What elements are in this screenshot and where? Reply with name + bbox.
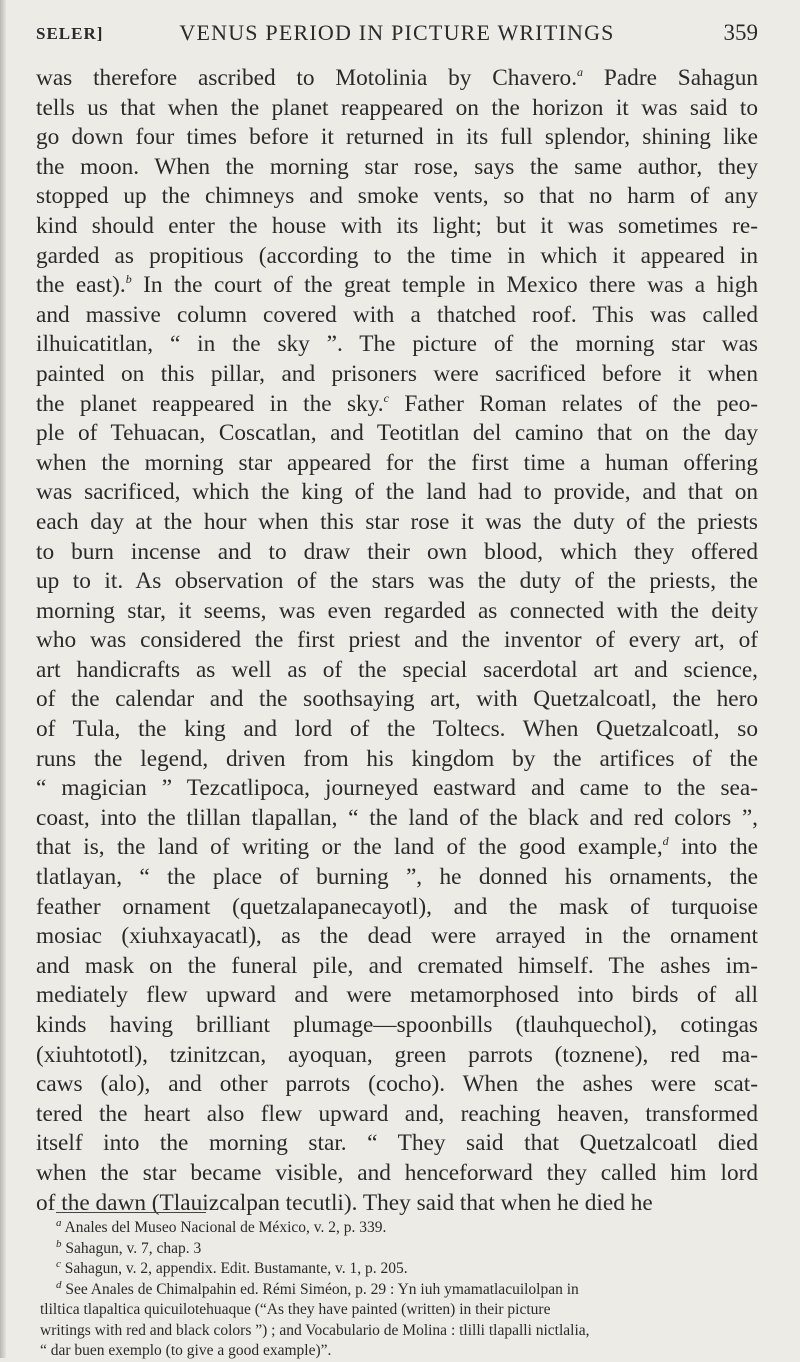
line-text: tlatlayan, “ the place of burning ”, he donned his ornaments, the	[36, 864, 758, 891]
footnote-ref[interactable]: d	[662, 834, 669, 849]
line-text: and massive column covered with a thatched roof. This was called	[36, 301, 758, 328]
footnote-text: Anales del Museo Nacional de México, v. 2, p. 339.	[64, 1219, 387, 1236]
footnote-rule	[56, 1212, 206, 1213]
text-line	[36, 567, 758, 597]
text-line	[36, 271, 758, 301]
text-line	[36, 685, 758, 715]
text-line	[36, 478, 758, 508]
line-text: tells us that when the planet reappeared on the horizon it was said to	[36, 94, 758, 121]
line-text: coast, into the tlillan tlapallan, “ the land of the black and red colors ”,	[36, 804, 758, 831]
text-line	[36, 952, 758, 982]
text-line	[36, 64, 758, 94]
line-text: garded as propitious (according to the time in which it appeared in	[36, 242, 758, 269]
footnote	[40, 1280, 758, 1301]
line-text: art handicrafts as well as of the special sacerdotal art and science,	[36, 656, 758, 683]
line-text: mosiac (xiuhxayacatl), as the dead were arrayed in the ornament	[36, 923, 758, 950]
footnote	[40, 1321, 758, 1342]
text-line	[36, 1041, 758, 1071]
text-line	[36, 123, 758, 153]
line-text: to burn incense and to draw their own blood, which they offered	[36, 538, 758, 565]
body-text	[36, 64, 758, 1218]
line-text: was sacrificed, which the king of the land had to provide, and that on	[36, 479, 758, 506]
line-text: kind should enter the house with its light; but it was sometimes re-	[36, 212, 758, 239]
footnote-text: Sahagun, v. 7, chap. 3	[65, 1239, 202, 1257]
line-text: up to it. As observation of the stars was the duty of the priests, the	[36, 568, 758, 595]
text-line	[36, 863, 758, 893]
footnote	[40, 1341, 758, 1362]
line-text: go down four times before it returned in its full splendor, shining like	[36, 124, 758, 151]
text-line	[36, 774, 758, 804]
text-line	[36, 153, 758, 183]
line-text: the planet reappeared in the sky.	[36, 390, 384, 417]
text-line	[36, 94, 758, 124]
text-line	[36, 1189, 758, 1219]
text-line	[36, 419, 758, 449]
chapter-title: VENUS PERIOD IN PICTURE WRITINGS	[179, 20, 615, 45]
line-text: of Tula, the king and lord of the Toltecs. When Quetzalcoatl, so	[36, 716, 758, 743]
footnote-mark: d	[56, 1279, 62, 1291]
text-line	[36, 1011, 758, 1041]
footnote-text: Sahagun, v. 2, appendix. Edit. Bustamante, v. 1, p. 205.	[64, 1260, 408, 1277]
line-text: itself into the morning star. “ They said that Quetzalcoatl died	[36, 1130, 758, 1157]
text-line	[36, 508, 758, 538]
text-line	[36, 242, 758, 272]
footnote-text: writings with red and black colors ”) ; and Vocabulario de Molina : tlilli tlapalli nictlalia,	[40, 1321, 590, 1339]
footnote	[40, 1239, 758, 1260]
text-line	[36, 449, 758, 479]
line-text: mediately flew upward and were metamorphosed into birds of all	[36, 982, 758, 1009]
line-text: feather ornament (quetzalapanecayotl), and the mask of turquoise	[36, 893, 758, 920]
text-line	[36, 833, 758, 863]
line-text: tered the heart also flew upward and, reaching heaven, transformed	[36, 1100, 758, 1127]
text-line	[36, 538, 758, 568]
line-text-continued: Father Roman relates of the peo-	[388, 390, 758, 417]
text-line	[36, 804, 758, 834]
line-text: when the star became visible, and henceforward they called him lord	[36, 1159, 758, 1186]
line-text: and mask on the funeral pile, and cremated himself. The ashes im-	[36, 952, 758, 979]
text-line	[36, 745, 758, 775]
text-line	[36, 981, 758, 1011]
line-text: that is, the land of writing or the land of the good example,	[36, 834, 663, 861]
text-line	[36, 656, 758, 686]
line-text: when the morning star appeared for the first time a human offering	[36, 449, 758, 476]
footnote	[40, 1300, 758, 1321]
line-text: stopped up the chimneys and smoke vents, so that no harm of any	[36, 183, 758, 210]
line-text: of the calendar and the soothsaying art, with Quetzalcoatl, the hero	[36, 686, 758, 713]
line-text: who was considered the first priest and the inventor of every art, of	[36, 627, 758, 654]
text-line	[36, 597, 758, 627]
line-text: each day at the hour when this star rose it was the duty of the priests	[36, 508, 758, 535]
line-text: runs the legend, driven from his kingdom by the artifices of the	[36, 745, 758, 772]
text-line	[36, 715, 758, 745]
footnote-text: tliltica tlapaltica quicuilotehuaque (“As they have painted (written) in their picture	[40, 1301, 551, 1318]
line-text: caws (alo), and other parrots (cocho). When the ashes were scat-	[36, 1071, 758, 1098]
footnote-ref[interactable]: a	[577, 65, 584, 80]
line-text-continued: In the court of the great temple in Mexico there was a high	[131, 272, 758, 299]
text-line	[36, 1129, 758, 1159]
footnote-ref[interactable]: b	[125, 272, 132, 287]
footnote	[40, 1218, 758, 1239]
footnote-mark: b	[56, 1238, 62, 1250]
line-text-continued: into the	[668, 834, 758, 861]
text-line	[36, 301, 758, 331]
footnote-ref[interactable]: c	[383, 390, 389, 405]
footnote-mark: a	[56, 1218, 62, 1229]
line-text: kinds having brilliant plumage—spoonbills (tlauhquechol), cotingas	[36, 1012, 758, 1038]
text-line	[36, 1070, 758, 1100]
line-text-continued: Padre Sahagun	[583, 65, 758, 91]
line-text: morning star, it seems, was even regarded as connected with the deity	[36, 597, 758, 624]
text-line	[36, 626, 758, 656]
text-line	[36, 922, 758, 952]
text-line	[36, 212, 758, 242]
text-line	[36, 182, 758, 212]
text-line	[36, 893, 758, 923]
text-line	[36, 360, 758, 390]
author-header: SELER]	[36, 24, 104, 43]
line-text: “ magician ” Tezcatlipoca, journeyed eastward and came to the sea-	[36, 775, 758, 802]
text-line	[36, 1159, 758, 1189]
page-edge	[0, 0, 6, 1358]
footnote-mark: c	[56, 1259, 61, 1270]
line-text: the moon. When the morning star rose, says the same author, they	[36, 153, 758, 180]
line-text: was therefore ascribed to Motolinia by Chavero.	[36, 65, 578, 91]
text-line	[36, 1100, 758, 1130]
line-text: the east).	[36, 272, 126, 299]
line-text: (xiuhtototl), tzinitzcan, ayoquan, green parrots (toznene), red ma-	[36, 1041, 758, 1068]
footnote	[40, 1259, 758, 1280]
footnote-text: “ dar buen exemplo (to give a good example)”.	[40, 1342, 332, 1359]
line-text: painted on this pillar, and prisoners were sacrificed before it when	[36, 360, 758, 387]
page-number: 359	[723, 20, 758, 45]
line-text: ilhuicatitlan, “ in the sky ”. The picture of the morning star was	[36, 331, 758, 358]
line-text: ple of Tehuacan, Coscatlan, and Teotitlan del camino that on the day	[36, 420, 758, 447]
text-line	[36, 390, 758, 420]
text-line	[36, 330, 758, 360]
footnotes	[40, 1218, 758, 1362]
running-header	[36, 20, 758, 56]
line-text: of the dawn (Tlauizcalpan tecutli). They said that when he died he	[36, 1189, 653, 1216]
footnote-text: See Anales de Chimalpahin ed. Rémi Siméon, p. 29 : Yn iuh ymamatlacuilolpan in	[65, 1280, 579, 1298]
